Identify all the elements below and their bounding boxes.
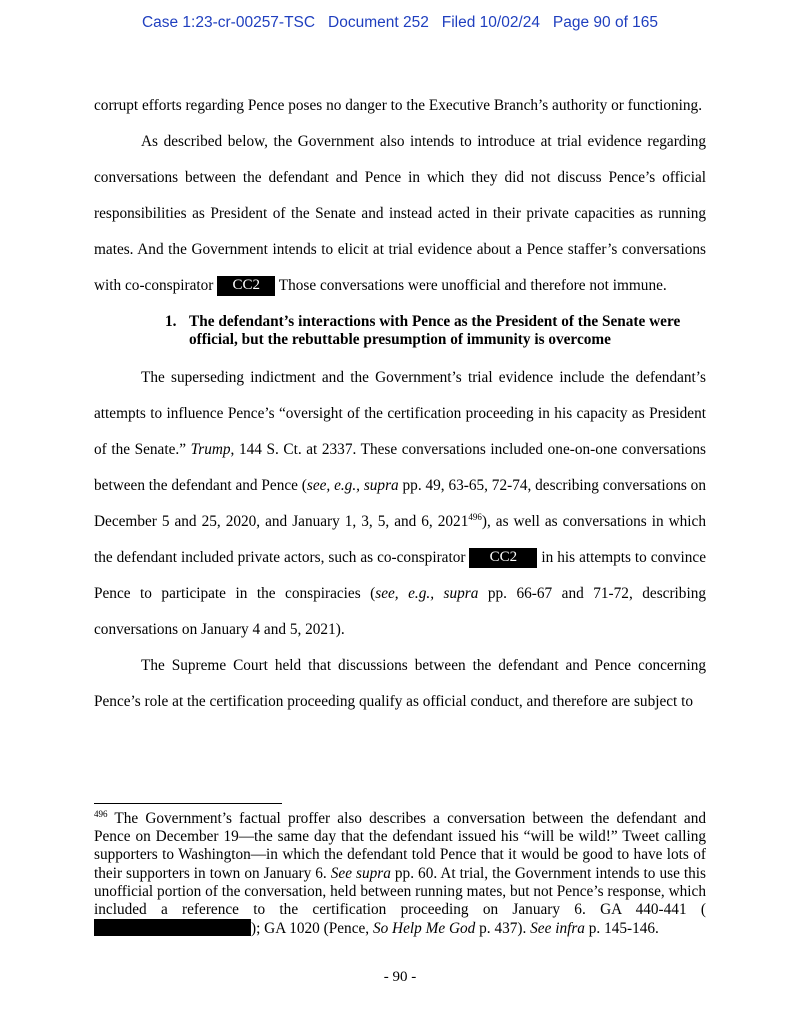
case-citation: Trump: [190, 441, 231, 458]
text-run: The superseding indictment and the Government’s trial evidence include the defendant’s attempts to influence Pence’s “oversight of the certification proceeding in his capacity as President of the Senate.”: [94, 369, 706, 458]
footnote-separator: [94, 803, 282, 804]
text-run: , 144 S. Ct. at 2337. These conversations included one-on-one conversations between the defendant and Pence (: [94, 441, 706, 494]
redaction-box: CC2: [469, 548, 537, 568]
paragraph-intro-tail: Those conversations were unofficial and therefore not immune.: [275, 277, 667, 294]
footnote-text: pp. 60. At trial, the Government intends to use this unofficial portion of the conversation, held between running mates, but not Pence’s response, which included a reference to the certification proceeding on January 6. GA 440-441 (: [94, 864, 706, 919]
text-run: pp. 66-67 and 71-72, describing conversations on January 4 and 5, 2021).: [94, 585, 706, 638]
footnote-number: 496: [94, 809, 108, 819]
footnote-reference: 496: [468, 512, 482, 522]
paragraph-intro: [94, 124, 706, 304]
paragraph-continuation: corrupt efforts regarding Pence poses no danger to the Executive Branch’s authority or functioning.: [94, 97, 703, 114]
book-title: So Help Me God: [372, 920, 476, 938]
footnote-text: p. 145-146.: [584, 920, 659, 938]
footnote-text: ); GA 1020 (Pence,: [251, 920, 373, 938]
signal-see-eg: see, e.g., supra: [375, 585, 479, 602]
section-heading: [94, 304, 706, 360]
redaction-box: CC2: [217, 276, 275, 296]
body-text: [94, 88, 706, 720]
text-run: in his attempts to convince Pence to participate in the conspiracies (: [94, 549, 707, 602]
text-run: pp. 49, 63-65, 72-74, describing conversations on December 5 and 25, 2020, and January 1, 3, 5, and 6, 2021: [94, 477, 706, 530]
paragraph-official-conduct: [94, 360, 706, 648]
text-run: ), as well as conversations in which the defendant included private actors, such as co-conspirator: [94, 513, 706, 566]
page-number: - 90 -: [383, 969, 417, 985]
signal-see-eg: see, e.g., supra: [306, 477, 399, 494]
section-heading-number: 1.: [165, 313, 177, 330]
footnote-redaction-box: [94, 919, 251, 936]
case-header: Case 1:23-cr-00257-TSC Document 252 Filed 10/02/24 Page 90 of 165: [141, 14, 659, 31]
signal-see-infra: See infra: [530, 920, 585, 938]
footnote-text: The Government’s factual proffer also describes a conversation between the defendant and Pence on December 19—the same day that the defendant issued his “will be wild!” Tweet calling supporters to Washington—in which the defendant told Pence that it would be good to have lots of their supporters in town on January 6.: [94, 810, 706, 882]
signal-see-supra: See supra: [330, 864, 391, 882]
footnote-496: [94, 810, 706, 938]
section-heading-text: The defendant’s interactions with Pence as the President of the Senate were official, but the rebuttable presumption of immunity is overcome: [189, 313, 681, 348]
paragraph-intro-text: As described below, the Government also intends to introduce at trial evidence regarding conversations between the defendant and Pence in which they did not discuss Pence’s official responsibilities as President of the Senate and instead acted in their private capacities as running mates. And the Government intends to elicit at trial evidence about a Pence staffer’s conversations with co-conspirator: [94, 133, 706, 294]
footnote-text: p. 437).: [475, 920, 531, 938]
paragraph-supreme-court: The Supreme Court held that discussions between the defendant and Pence concerning Pence’s role at the certification proceeding qualify as official conduct, and therefore are subject to: [94, 657, 706, 710]
